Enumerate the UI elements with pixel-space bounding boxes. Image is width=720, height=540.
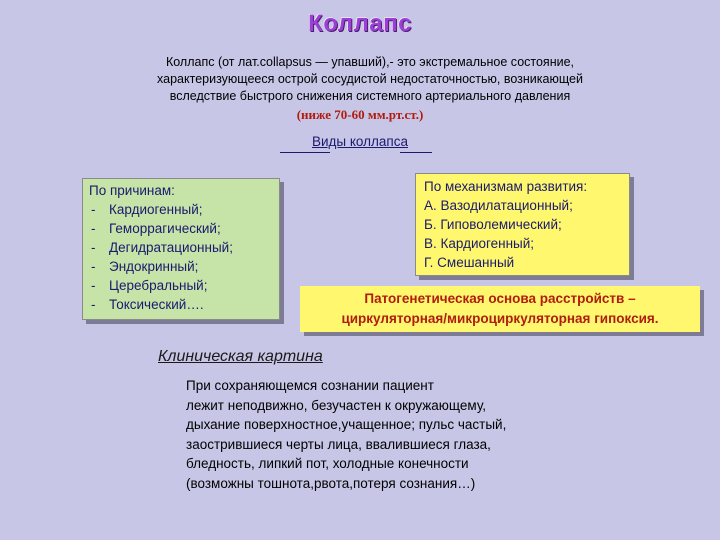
list-item: - Токсический…. xyxy=(89,295,273,314)
list-item: - Эндокринный; xyxy=(89,257,273,276)
list-item: - Геморрагический; xyxy=(89,219,273,238)
clinical-line: дыхание поверхностное,учащенное; пульс частый, xyxy=(186,417,507,432)
definition-line: вследствие быстрого снижения системного артериального давления xyxy=(169,89,571,103)
connector-right xyxy=(400,152,432,153)
mechanisms-heading: По механизмам развития: xyxy=(424,179,588,194)
definition-line: характеризующееся острой сосудистой недостаточностью, возникающей xyxy=(157,72,583,86)
types-heading: Виды коллапса xyxy=(312,134,408,149)
list-item: - Кардиогенный; xyxy=(89,200,273,219)
causes-box xyxy=(82,178,280,320)
definition-text xyxy=(100,54,640,105)
pathogenesis-line: Патогенетическая основа расстройств – xyxy=(364,291,636,306)
page-title: Коллапс xyxy=(308,10,412,37)
connector-left xyxy=(280,152,330,153)
causes-heading: По причинам: xyxy=(89,183,175,198)
clinical-line: заострившиеся черты лица, ввалившиеся глаза, xyxy=(186,436,491,452)
pressure-threshold: (ниже 70-60 мм.рт.ст.) xyxy=(296,107,424,122)
causes-list xyxy=(89,200,273,314)
pathogenesis-line: циркуляторная/микроциркуляторная гипоксия. xyxy=(341,311,659,326)
clinical-heading: Клиническая картина xyxy=(158,348,323,365)
definition-line: Коллапс (от лат.collapsus — упавший),- это экстремальное состояние, xyxy=(165,55,575,69)
pathogenesis-box xyxy=(300,286,700,332)
list-item: А. Вазодилатационный; xyxy=(424,198,573,213)
clinical-line: (возможны тошнота,рвота,потеря сознания…) xyxy=(186,475,476,491)
clinical-text xyxy=(186,376,606,493)
list-item: - Дегидратационный; xyxy=(89,238,273,257)
clinical-line: бледность, липкий пот, холодные конечности xyxy=(186,456,469,471)
clinical-line: лежит неподвижно, безучастен к окружающему, xyxy=(186,397,486,413)
list-item: - Церебральный; xyxy=(89,276,273,295)
list-item: Г. Смешанный xyxy=(424,255,515,270)
list-item: В. Кардиогенный; xyxy=(424,236,535,251)
list-item: Б. Гиповолемический; xyxy=(424,217,562,232)
mechanisms-box xyxy=(415,173,630,276)
clinical-line: При сохраняющемся сознании пациент xyxy=(186,378,434,393)
